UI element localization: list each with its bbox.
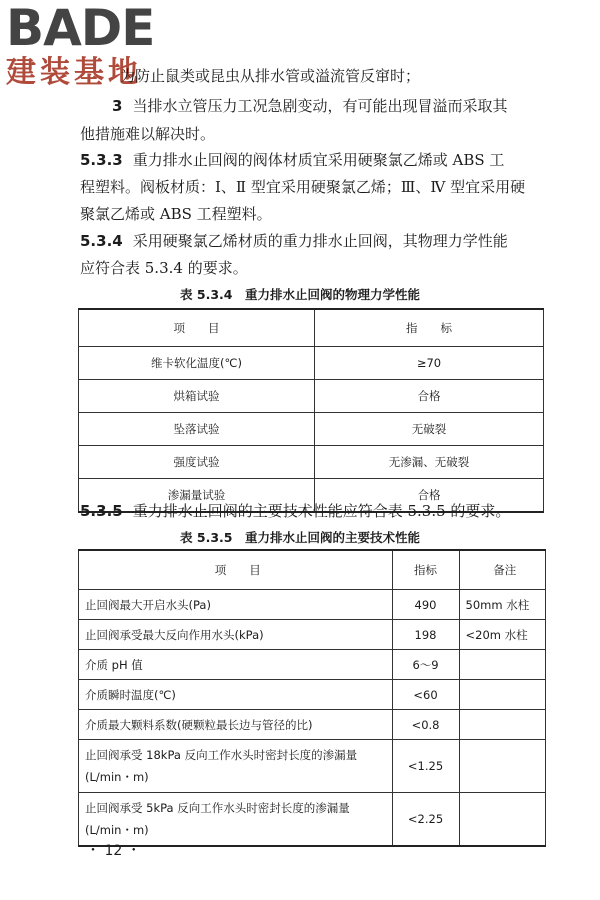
table-row [79, 446, 544, 479]
section-5-3-4-text-1: 采用硬聚氯乙烯材质的重力排水止回阀，其物理力学性能 [132, 232, 508, 250]
table-cell-remark [459, 793, 546, 847]
table-cell-item: 止回阀承受 18kPa 反向工作水头时密封长度的渗漏量(L/min・m) [79, 740, 393, 793]
table-cell-index: 合格 [315, 479, 544, 513]
table-header-row [79, 550, 546, 590]
table-row [79, 740, 546, 793]
table-header-row [79, 309, 544, 347]
table-cell-index: <2.25 [392, 793, 459, 847]
table-row [79, 793, 546, 847]
table-cell-index: <0.8 [392, 710, 459, 740]
item-3-line1 [112, 96, 507, 116]
item-2-text: 为防止鼠类或昆虫从排水管或溢流管反窜时； [120, 67, 421, 85]
table-cell-remark [459, 740, 546, 793]
table-cell-index: 无渗漏、无破裂 [315, 446, 544, 479]
table-cell-item: 介质最大颗料系数(硬颗粒最长边与管径的比) [79, 710, 393, 740]
logo-wordmark: BADE [6, 0, 155, 57]
table-row [79, 590, 546, 620]
item-3-line2: 他措施难以解决时。 [80, 125, 216, 143]
section-5-3-4-line1 [80, 231, 508, 251]
table-cell-item: 介质 pH 值 [79, 650, 393, 680]
table-cell-item: 止回阀承受 5kPa 反向工作水头时密封长度的渗漏量(L/min・m) [79, 793, 393, 847]
table-header-index: 指标 [392, 550, 459, 590]
section-5-3-5-text-1: 重力排水止回阀的主要技术性能应符合表 5.3.5 的要求。 [132, 502, 511, 520]
table-cell-item: 止回阀承受最大反向作用水头(kPa) [79, 620, 393, 650]
item-3-text-1: 当排水立管压力工况急剧变动，有可能出现冒溢而采取其 [132, 97, 508, 115]
table-row [79, 347, 544, 380]
table-cell-item: 坠落试验 [79, 413, 315, 446]
table-row [79, 650, 546, 680]
table-header-item: 项 目 [79, 309, 315, 347]
section-5-3-3-line2: 程塑料。阀板材质：Ⅰ、Ⅱ 型宜采用硬聚氯乙烯；Ⅲ、Ⅳ 型宜采用硬 [80, 178, 526, 196]
table-row [79, 380, 544, 413]
table-cell-item: 烘箱试验 [79, 380, 315, 413]
section-5-3-5-line1 [80, 501, 510, 521]
table-cell-index: 无破裂 [315, 413, 544, 446]
page-number: ・ 12 ・ [86, 843, 141, 859]
section-5-3-3-line1 [80, 150, 504, 170]
section-5-3-3-text-1: 重力排水止回阀的阀体材质宜采用硬聚氯乙烯或 ABS 工 [132, 151, 505, 169]
table-cell-index: ≥70 [315, 347, 544, 380]
table-header-index: 指 标 [315, 309, 544, 347]
table-5-3-4-caption: 表 5.3.4 重力排水止回阀的物理力学性能 [180, 287, 420, 302]
section-5-3-4-number: 5.3.4 [80, 232, 123, 250]
section-5-3-5-number: 5.3.5 [80, 502, 123, 520]
table-cell-item: 止回阀最大开启水头(Pa) [79, 590, 393, 620]
table-header-remark: 备注 [459, 550, 546, 590]
table-cell-index: 合格 [315, 380, 544, 413]
table-header-item: 项 目 [79, 550, 393, 590]
table-cell-item: 维卡软化温度(℃) [79, 347, 315, 380]
logo-subtitle: 建装基地 [6, 55, 142, 90]
table-cell-item: 强度试验 [79, 446, 315, 479]
table-cell-index: 490 [392, 590, 459, 620]
table-row [79, 710, 546, 740]
table-cell-item: 介质瞬时温度(℃) [79, 680, 393, 710]
table-cell-index: 198 [392, 620, 459, 650]
table-cell-index: 6～9 [392, 650, 459, 680]
table-row [79, 680, 546, 710]
table-cell-remark [459, 650, 546, 680]
table-cell-index: <60 [392, 680, 459, 710]
item-2-line [112, 66, 420, 86]
table-row [79, 413, 544, 446]
table-5-3-5 [78, 549, 546, 847]
table-cell-index: <1.25 [392, 740, 459, 793]
item-3-number: 3 [112, 97, 123, 115]
section-5-3-3-number: 5.3.3 [80, 151, 123, 169]
section-5-3-4-line2: 应符合表 5.3.4 的要求。 [80, 259, 248, 277]
table-cell-remark: 50mm 水柱 [459, 590, 546, 620]
table-5-3-5-caption: 表 5.3.5 重力排水止回阀的主要技术性能 [180, 530, 420, 545]
table-cell-item: 渗漏量试验 [79, 479, 315, 513]
table-cell-remark [459, 680, 546, 710]
table-cell-remark [459, 710, 546, 740]
table-5-3-4 [78, 308, 544, 513]
section-5-3-3-line3: 聚氯乙烯或 ABS 工程塑料。 [80, 205, 272, 223]
table-cell-remark: <20m 水柱 [459, 620, 546, 650]
table-row [79, 620, 546, 650]
